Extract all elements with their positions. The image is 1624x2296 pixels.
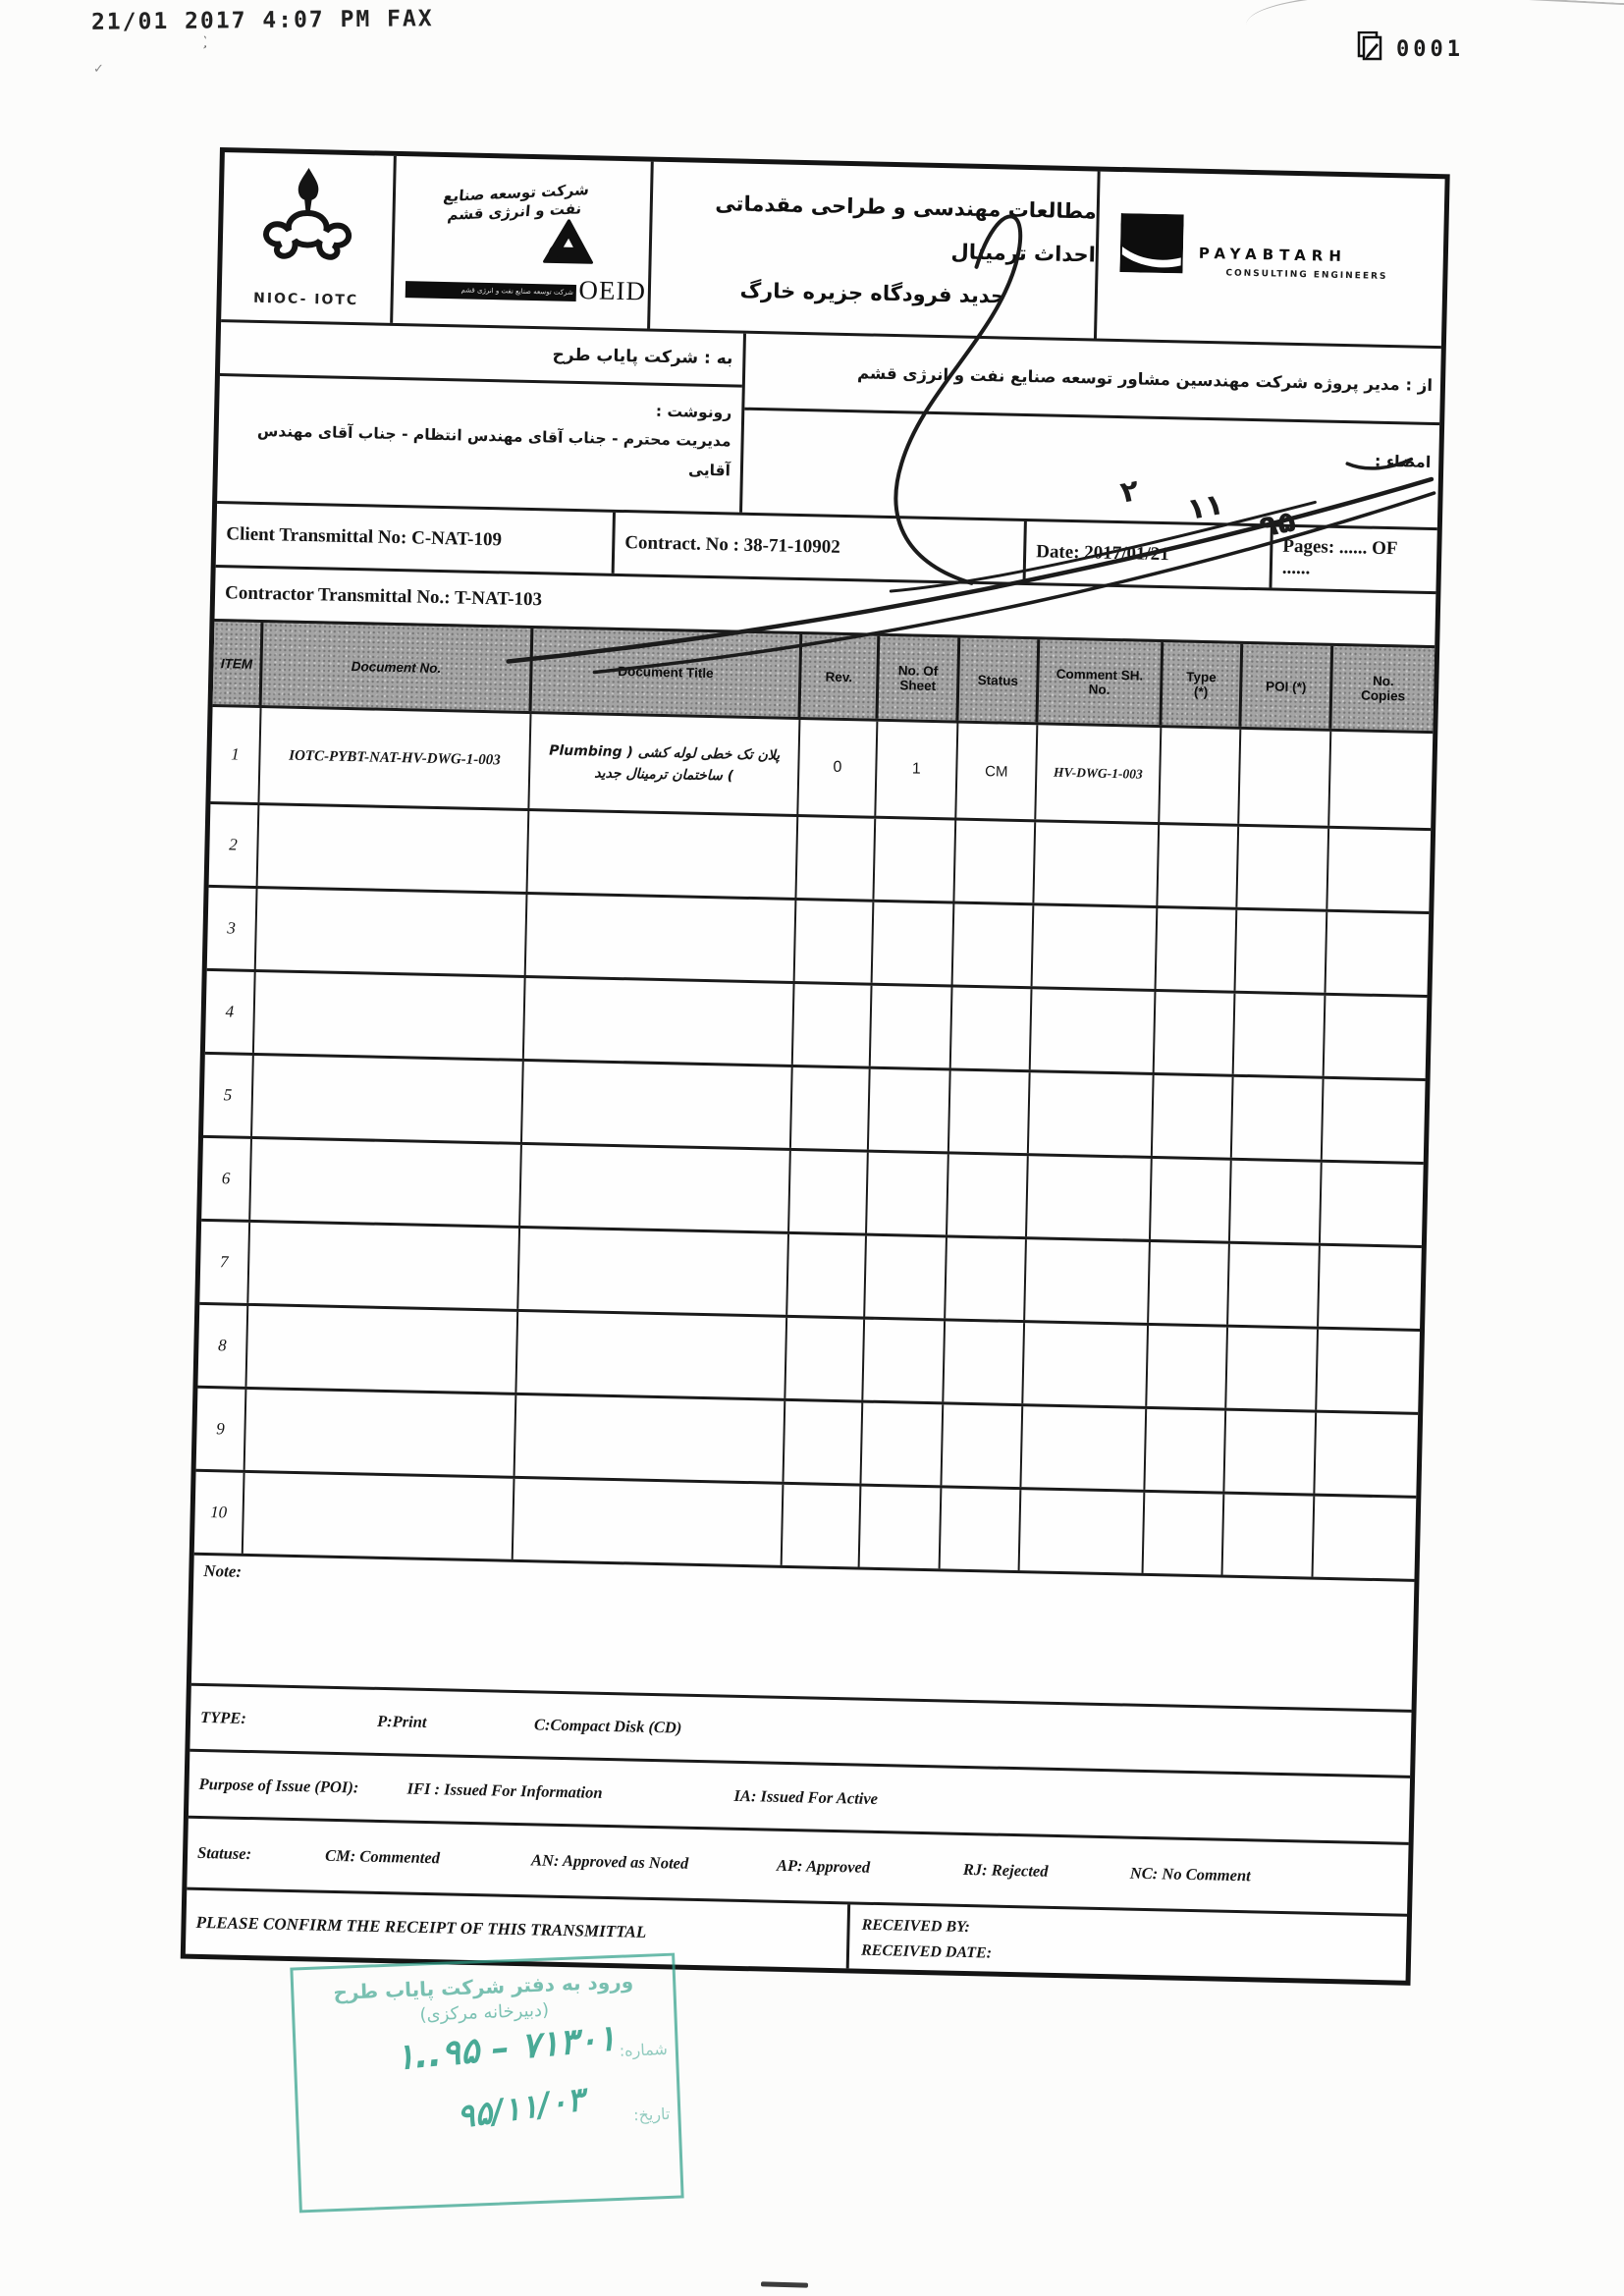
col-status: Status [958,638,1040,723]
cc-line: مدیریت محترم - جناب آقای مهندس انتظام - جناب آقای مهندس آقایی [256,422,731,480]
col-poi: POI (*) [1241,644,1333,729]
oeid-caption: OEID [578,275,647,306]
row-item: 9 [196,1389,247,1470]
contractor-transmittal-no: Contractor Transmittal No.: T-NAT-103 [224,582,543,611]
confirm-text: PLEASE CONFIRM THE RECEIPT OF THIS TRANSMITTAL [186,1890,850,1969]
row-item: 10 [194,1472,245,1554]
form-header-band [221,152,1444,346]
row1-poi [1239,730,1331,826]
col-comment-sh-no: Comment SH. No. [1038,639,1164,725]
row1-copies [1329,732,1433,828]
row1-doc-no: IOTC-PYBT-NAT-HV-DWG-1-003 [259,708,531,808]
cc-field [217,376,742,513]
stamp-number-value: ۱..۹۵ – ۷۱۳۰۱ [394,2018,619,2079]
project-title-line2: جدید فرودگاه جزیره خارگ [739,278,1006,308]
row1-comment: HV-DWG-1-003 [1036,725,1162,822]
fax-smudge-mark: `, [197,34,212,52]
col-no-of-sheet: No. Of Sheet [878,636,960,721]
nioc-caption: NIOC- IOTC [252,290,359,309]
fax-check-mark: ✓ [93,61,104,76]
type-item-cd: C:Compact Disk (CD) [533,1715,682,1737]
fax-timestamp: 21/01 2017 4:07 PM FAX [90,6,434,35]
stamp-number-label: شماره: [619,2039,669,2060]
col-item: ITEM [213,622,264,705]
received-date-label: RECEIVED DATE: [860,1941,993,1962]
project-title-line1: مطالعات مهندسی و طراحی مقدماتی احداث ترمینال [715,191,1098,267]
row1-type [1160,728,1241,824]
scan-artifact-mark [761,2281,808,2287]
status-item-an: AN: Approved as Noted [530,1850,689,1873]
row1-item: 1 [210,707,261,802]
signature-handwritten-day: ۲ [1117,472,1142,511]
date-field: Date: 2017/01/21 [1026,521,1273,587]
nioc-cell [221,152,397,323]
row1-title [529,714,800,814]
poi-item-ia: IA: Issued For Active [733,1785,879,1808]
status-item-rj: RJ: Rejected [962,1859,1049,1881]
stamp-title: ورود به دفتر شرکت پایاب طرح [332,1969,634,2004]
poi-label: Purpose of Issue (POI): [198,1774,359,1796]
transmittal-form [181,147,1450,1986]
row-item: 7 [199,1222,250,1303]
oeid-calligraphy: شرکت توسعه صنایع نفت و انرژی قشم [442,180,590,224]
addressing-right [742,334,1441,527]
row-item: 2 [209,804,260,886]
received-block [849,1904,1407,1980]
status-item-ap: AP: Approved [776,1855,871,1877]
stamp-date-value: ۹۵/۱۱/۰۳ [454,2079,587,2136]
contract-no: Contract. No : 38-71-10902 [615,513,1027,582]
status-label: Statuse: [196,1842,252,1864]
stamp-subtitle: (دبیرخانه مرکزی) [419,1999,550,2026]
fax-page-icon [1357,31,1382,67]
row1-rev: 0 [798,720,878,816]
row1-title-line1: پلان تک خطی لوله کشی ( Plumbing [549,742,781,764]
from-field: از : مدیر پروژه شرکت مهندسین مشاور توسعه صنایع نفت و انرژی قشم [744,334,1441,425]
row-item: 3 [207,888,258,969]
signature-label: امضاء : [1374,451,1432,471]
payabtarh-subtitle: CONSULTING ENGINEERS [1225,268,1388,282]
payabtarh-name: PAYABTARH [1198,244,1348,266]
oeid-banner: شرکت توسعه صنایع نفت و انرژی قشم [406,281,576,301]
payabtarh-logo-icon [1119,213,1183,278]
status-item-nc: NC: No Comment [1129,1863,1251,1886]
col-type: Type (*) [1162,642,1243,727]
row-item: 5 [203,1055,254,1136]
row1-title-line2: ) ساختمان ترمینال جدید [594,765,734,785]
to-field: به : شرکت پایاب طرح [220,322,743,388]
col-rev: Rev. [800,634,880,719]
note-label: Note: [203,1560,243,1581]
payabtarh-cell [1097,172,1445,347]
stamp-date-row [298,2081,678,2160]
oeid-triangle-icon [542,218,594,271]
oeid-cell [393,156,654,329]
signature-field [742,410,1439,527]
col-document-title: Document Title [532,629,803,717]
type-item-print: P:Print [376,1711,427,1731]
poi-item-ifi: IFI : Issued For Information [406,1778,603,1802]
signature-handwritten-month: ۱۱ [1184,486,1226,528]
status-item-cm: CM: Commented [324,1845,441,1868]
pages-field: Pages: ...... OF ...... [1281,535,1398,579]
stamp-date-label: تاریخ: [632,2104,671,2125]
addressing-band [217,319,1441,527]
received-by-label: RECEIVED BY: [861,1916,970,1937]
col-document-no: Document No. [262,623,534,711]
row-item: 6 [201,1138,252,1220]
row1-sheets: 1 [876,722,958,818]
client-transmittal-no: Client Transmittal No: C-NAT-109 [216,504,616,574]
project-title-cell [650,162,1101,339]
signature-handwritten-year: ۹۵ [1256,504,1299,545]
row-item: 8 [197,1305,248,1387]
cc-label: رونوشت : [655,402,732,422]
fax-page-number: 0001 [1396,36,1464,62]
row1-status: CM [956,724,1038,820]
receipt-stamp [290,1953,683,2214]
fax-page-counter [1357,31,1464,67]
nioc-flame-logo-icon [252,165,362,266]
col-no-copies: No. Copies [1360,673,1406,704]
addressing-left [217,322,746,513]
row-item: 4 [205,971,256,1053]
type-label: TYPE: [199,1707,247,1727]
